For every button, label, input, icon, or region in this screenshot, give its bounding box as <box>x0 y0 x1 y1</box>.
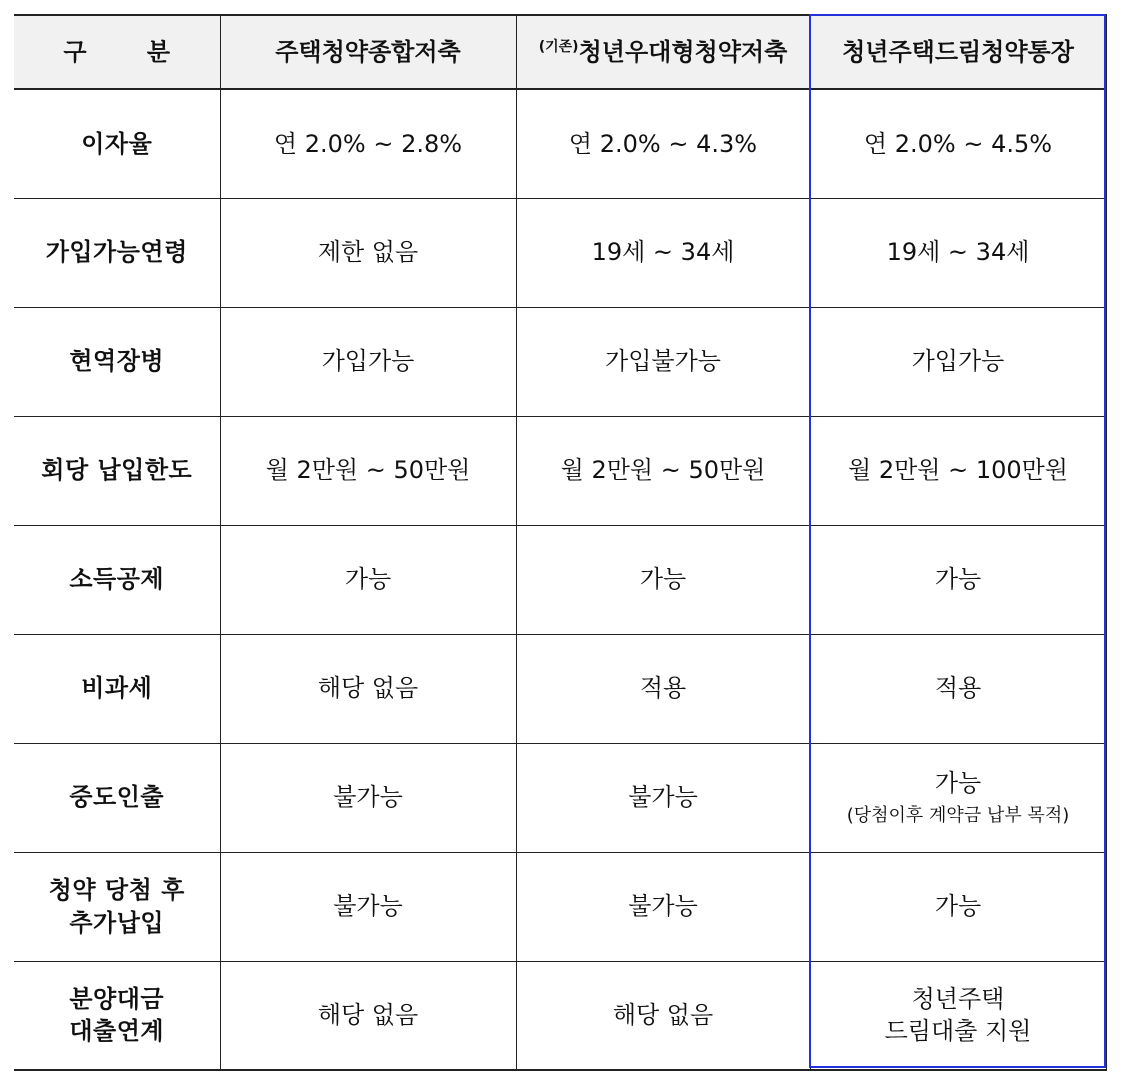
row-label: 현역장병 <box>14 307 220 416</box>
table-cell: 19세 ~ 34세 <box>810 198 1106 307</box>
table-row <box>14 961 1106 1070</box>
table-cell: 가능 <box>516 525 810 634</box>
row-label: 가입가능연령 <box>14 198 220 307</box>
header-col-youth-dream-account: 청년주택드림청약통장 <box>810 15 1106 89</box>
table-cell: 제한 없음 <box>220 198 516 307</box>
table-row <box>14 198 1106 307</box>
table-row <box>14 743 1106 852</box>
table-cell: 해당 없음 <box>516 961 810 1070</box>
header-category: 구 분 <box>14 15 220 89</box>
table-cell: 적용 <box>516 634 810 743</box>
table-cell: 적용 <box>810 634 1106 743</box>
table-cell: 불가능 <box>516 743 810 852</box>
table-cell: 가능 <box>810 525 1106 634</box>
table-cell: 연 2.0% ~ 4.5% <box>810 89 1106 198</box>
row-label: 회당 납입한도 <box>14 416 220 525</box>
table-cell: 가입불가능 <box>516 307 810 416</box>
table-cell: 월 2만원 ~ 50만원 <box>220 416 516 525</box>
table-cell: 월 2만원 ~ 50만원 <box>516 416 810 525</box>
table-cell: 연 2.0% ~ 2.8% <box>220 89 516 198</box>
table-row <box>14 307 1106 416</box>
table-cell: 가입가능 <box>220 307 516 416</box>
row-label: 이자율 <box>14 89 220 198</box>
row-label-line2: 추가납입 <box>69 908 165 937</box>
table-row <box>14 89 1106 198</box>
cell-main-text: 가능 <box>934 769 982 798</box>
table-cell-with-note <box>810 743 1106 852</box>
table-row <box>14 634 1106 743</box>
table-cell: 연 2.0% ~ 4.3% <box>516 89 810 198</box>
header-col2-prefix: (기존) <box>538 38 579 55</box>
cell-footnote: (당첨이후 계약금 납부 목적) <box>846 804 1070 826</box>
row-label-line1: 분양대금 <box>69 984 165 1013</box>
cell-line1: 청년주택 <box>911 984 1005 1013</box>
table-row <box>14 852 1106 961</box>
row-label-line1: 청약 당첨 후 <box>48 876 185 905</box>
table-cell: 해당 없음 <box>220 961 516 1070</box>
comparison-table-container <box>14 14 1106 1068</box>
table-cell: 불가능 <box>220 852 516 961</box>
table-row <box>14 525 1106 634</box>
savings-comparison-table <box>14 14 1107 1071</box>
row-label: 비과세 <box>14 634 220 743</box>
table-cell: 불가능 <box>220 743 516 852</box>
row-label <box>14 852 220 961</box>
table-cell: 해당 없음 <box>220 634 516 743</box>
header-col2-title: 청년우대형청약저축 <box>578 37 788 66</box>
row-label-line2: 대출연계 <box>69 1017 165 1046</box>
row-label: 소득공제 <box>14 525 220 634</box>
table-cell: 월 2만원 ~ 100만원 <box>810 416 1106 525</box>
header-col-youth-preferential <box>516 15 810 89</box>
table-cell: 19세 ~ 34세 <box>516 198 810 307</box>
cell-line2: 드림대출 지원 <box>884 1017 1032 1046</box>
row-label <box>14 961 220 1070</box>
header-row <box>14 15 1106 89</box>
table-cell: 가능 <box>810 852 1106 961</box>
table-cell <box>810 961 1106 1070</box>
table-cell: 가입가능 <box>810 307 1106 416</box>
table-cell: 불가능 <box>516 852 810 961</box>
row-label: 중도인출 <box>14 743 220 852</box>
header-col-housing-subscription: 주택청약종합저축 <box>220 15 516 89</box>
table-cell: 가능 <box>220 525 516 634</box>
table-row <box>14 416 1106 525</box>
